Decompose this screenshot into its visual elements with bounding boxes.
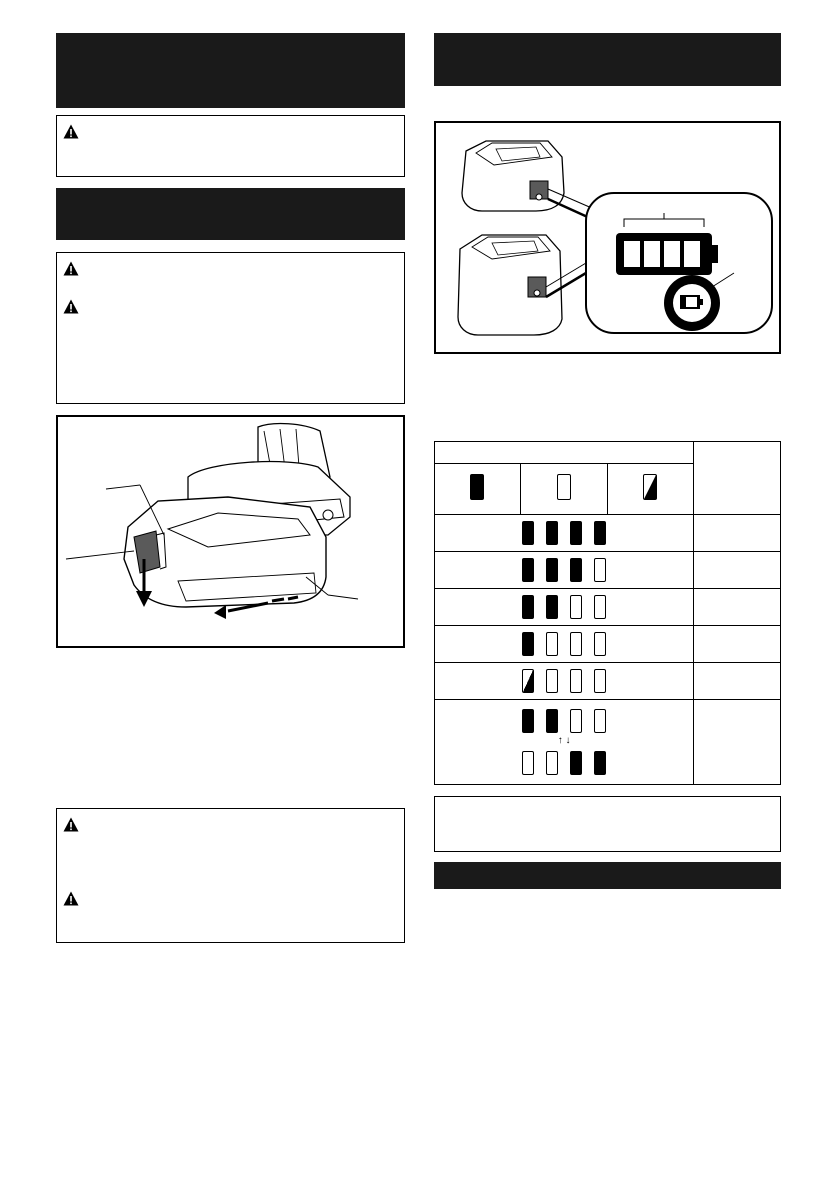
caution-box-2 [56, 252, 405, 404]
page-footer [0, 1184, 840, 1192]
table-header-capacity [694, 442, 781, 515]
lamp-half-icon [522, 669, 534, 693]
warning-triangle-icon [63, 261, 79, 276]
note-box [434, 796, 781, 852]
warning-triangle-icon [63, 124, 79, 139]
warning-triangle-icon [63, 891, 79, 906]
lamp-lit-icon [470, 474, 484, 500]
lamp-off-icon [594, 669, 606, 693]
figure-battery-removal [56, 415, 405, 648]
lamp-on-icon [522, 521, 534, 545]
lamp-on-icon [546, 595, 558, 619]
lamp-off-icon [546, 632, 558, 656]
warning-triangle-icon [63, 817, 79, 832]
lamp-off-icon [594, 558, 606, 582]
lamp-on-icon [570, 558, 582, 582]
table-row [435, 626, 781, 663]
lamp-off-icon [522, 751, 534, 775]
lamp-on-icon [594, 751, 606, 775]
table-row-alternating [435, 700, 781, 785]
section-header-right-1 [434, 33, 781, 86]
warning-triangle-icon [63, 299, 79, 314]
lamp-on-icon [522, 632, 534, 656]
section-header-right-2 [434, 862, 781, 889]
lamp-on-icon [546, 558, 558, 582]
legend-lit [435, 464, 521, 515]
table-row [435, 515, 781, 552]
table-row [435, 663, 781, 700]
alternate-arrows-icon: ↑ ↓ [557, 735, 571, 746]
lamp-on-icon [594, 521, 606, 545]
lamp-on-icon [570, 521, 582, 545]
figure-battery-indicator [434, 121, 781, 354]
section-header-left-2 [56, 188, 405, 240]
battery-tool-illustration [58, 417, 403, 646]
lamp-on-icon [522, 709, 534, 733]
lamp-off-icon [594, 709, 606, 733]
lamp-off-icon [546, 751, 558, 775]
indicator-table [434, 441, 781, 785]
lamp-on-icon [522, 558, 534, 582]
legend-off [520, 464, 607, 515]
lamp-on-icon [546, 709, 558, 733]
lamp-blinking-icon [643, 474, 657, 500]
lamp-off-icon [570, 632, 582, 656]
lamp-on-icon [522, 595, 534, 619]
section-header-left-1 [56, 33, 405, 108]
caution-box-3 [56, 808, 405, 943]
table-row [435, 552, 781, 589]
lamp-off-icon [570, 709, 582, 733]
table-row [435, 589, 781, 626]
lamp-off-icon [570, 595, 582, 619]
lamp-on-icon [546, 521, 558, 545]
lamp-off-icon [594, 595, 606, 619]
battery-indicator-illustration [436, 123, 779, 352]
caution-box-1 [56, 115, 405, 177]
lamp-off-icon [594, 632, 606, 656]
lamp-on-icon [570, 751, 582, 775]
table-header-lamps [435, 442, 694, 464]
lamp-off-icon [570, 669, 582, 693]
lamp-off-icon [546, 669, 558, 693]
legend-blinking [607, 464, 694, 515]
lamp-off-icon [557, 474, 571, 500]
